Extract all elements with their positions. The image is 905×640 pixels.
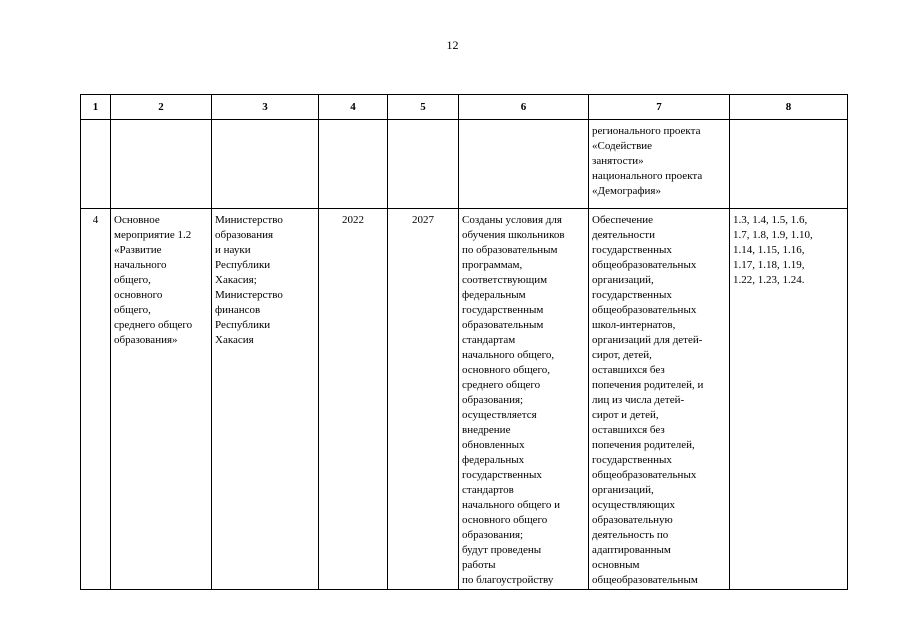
page-number: 12 — [446, 38, 459, 52]
table-row — [81, 120, 848, 209]
column-header-3: 3 — [212, 95, 319, 120]
column-header-5: 5 — [388, 95, 459, 120]
cell-start-year — [319, 120, 388, 209]
cell-expected-result: Созданы условия для обучения школьников по образовательным программам, соответствующим федеральным государственным образовательным стандартам начального общего, основного общего, среднего общего образования; осуществляется внедрение обновленных федеральных государственных стандартов начального общего и основного общего образования; будут проведены работы по благоустройству — [459, 209, 589, 590]
cell-responsible — [212, 120, 319, 209]
cell-number: 4 — [81, 209, 111, 590]
table-header-row — [81, 95, 848, 120]
table-row — [81, 209, 848, 590]
cell-number — [81, 120, 111, 209]
column-header-8: 8 — [730, 95, 848, 120]
cell-expected-result — [459, 120, 589, 209]
column-header-1: 1 — [81, 95, 111, 120]
cell-start-year: 2022 — [319, 209, 388, 590]
column-header-7: 7 — [589, 95, 730, 120]
column-header-2: 2 — [111, 95, 212, 120]
cell-responsible: Министерство образования и науки Республики Хакасия; Министерство финансов Республики Хакасия — [212, 209, 319, 590]
cell-directions: регионального проекта «Содействие занятости» национального проекта «Демография» — [589, 120, 730, 209]
column-header-4: 4 — [319, 95, 388, 120]
cell-activity: Основное мероприятие 1.2 «Развитие начального общего, основного общего, среднего общего образования» — [111, 209, 212, 590]
cell-end-year: 2027 — [388, 209, 459, 590]
cell-indicators — [730, 120, 848, 209]
column-header-6: 6 — [459, 95, 589, 120]
cell-indicators: 1.3, 1.4, 1.5, 1.6, 1.7, 1.8, 1.9, 1.10, 1.14, 1.15, 1.16, 1.17, 1.18, 1.19, 1.22, 1.23, 1.24. — [730, 209, 848, 590]
cell-activity — [111, 120, 212, 209]
cell-directions: Обеспечение деятельности государственных общеобразовательных организаций, государственных общеобразовательных школ-интернатов, организаций для детей- сирот, детей, оставшихся без попечения родителей, и лиц из числа детей- сирот и детей, оставшихся без попечения родителей, государственных общеобразовательных организаций, осуществляющих образовательную деятельность по адаптированным основным общеобразовательным — [589, 209, 730, 590]
program-table — [80, 94, 848, 590]
cell-end-year — [388, 120, 459, 209]
